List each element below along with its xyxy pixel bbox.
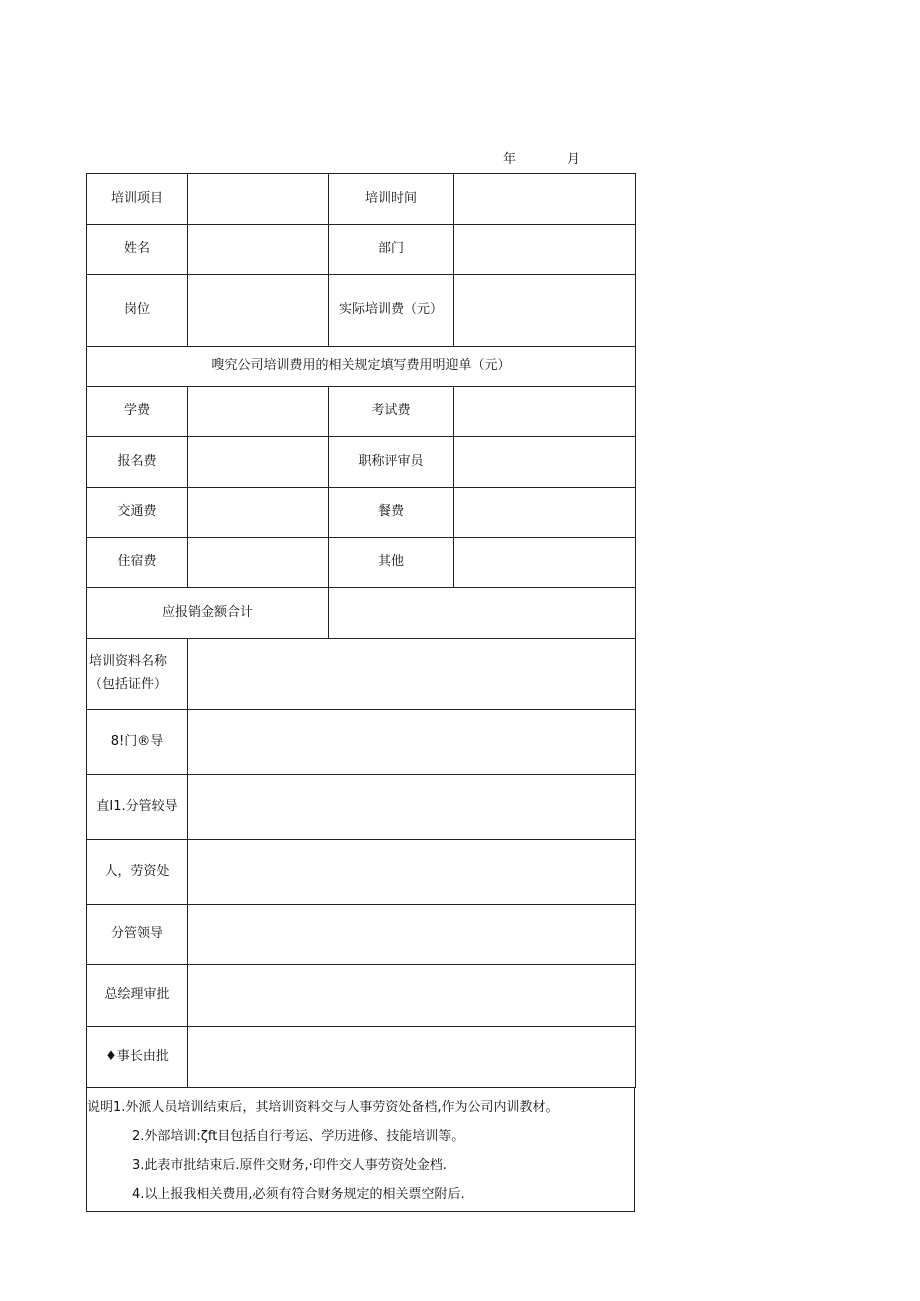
- row-approval-hr: [87, 840, 636, 905]
- row-name: [87, 225, 636, 275]
- note-line: 4.以上报我相关费用,必须有符合财务规定的相关票空附后.: [132, 1187, 465, 1202]
- note-line: 说明1.外派人员培训结束后，其培训资料交与人事劳资处备档,作为公司内训教材。: [87, 1100, 559, 1115]
- approval-signature-cell[interactable]: [188, 905, 636, 965]
- row-total: [87, 588, 636, 639]
- title-review-label: 职称评审员: [329, 437, 454, 488]
- tuition-value-cell[interactable]: [188, 387, 329, 437]
- meal-fee-value-cell[interactable]: [454, 488, 636, 538]
- other-fee-label: 其他: [329, 538, 454, 588]
- actual-fee-value-cell[interactable]: [454, 275, 636, 347]
- row-lodging: [87, 538, 636, 588]
- materials-label: 培训资料名称（包括证件）: [87, 639, 188, 710]
- approval-label: 8!门®导: [87, 710, 188, 775]
- approval-label: 分管领导: [87, 905, 188, 965]
- row-transport: [87, 488, 636, 538]
- total-label: 应报销金额合计: [87, 588, 329, 639]
- department-label: 部门: [329, 225, 454, 275]
- transport-fee-label: 交通费: [87, 488, 188, 538]
- approval-signature-cell[interactable]: [188, 775, 636, 840]
- meal-fee-label: 餐费: [329, 488, 454, 538]
- note-line: 3.此表市批结束后.原件交财务,·印件交人事劳资处金档.: [132, 1158, 447, 1173]
- total-value-cell[interactable]: [329, 588, 636, 639]
- position-value-cell[interactable]: [188, 275, 329, 347]
- month-label: 月: [567, 152, 581, 167]
- materials-value-cell[interactable]: [188, 639, 636, 710]
- other-fee-value-cell[interactable]: [454, 538, 636, 588]
- notes-section: [86, 1088, 635, 1212]
- registration-fee-value-cell[interactable]: [188, 437, 329, 488]
- row-detail-heading: [87, 347, 636, 387]
- detail-heading: 嗖究公司培训费用的相关规定填写费用明迎单（元）: [87, 347, 636, 387]
- approval-signature-cell[interactable]: [188, 965, 636, 1027]
- approval-label: 总绘理审批: [87, 965, 188, 1027]
- lodging-fee-label: 住宿费: [87, 538, 188, 588]
- row-approval-leader: [87, 905, 636, 965]
- row-approval-dept: [87, 710, 636, 775]
- exam-fee-label: 考试费: [329, 387, 454, 437]
- tuition-label: 学费: [87, 387, 188, 437]
- project-label: 培训项目: [87, 174, 188, 225]
- note-line: 2.外部培训:ζft目包括自行考运、学历进修、技能培训等。: [132, 1129, 465, 1144]
- row-materials: [87, 639, 636, 710]
- training-time-label: 培训时间: [329, 174, 454, 225]
- approval-label: 人，劳资处: [87, 840, 188, 905]
- transport-fee-value-cell[interactable]: [188, 488, 329, 538]
- lodging-fee-value-cell[interactable]: [188, 538, 329, 588]
- position-label: 岗位: [87, 275, 188, 347]
- row-approval-chairman: [87, 1027, 636, 1088]
- training-expense-form: [86, 173, 636, 1088]
- approval-signature-cell[interactable]: [188, 1027, 636, 1088]
- row-approval-gm: [87, 965, 636, 1027]
- name-label: 姓名: [87, 225, 188, 275]
- year-label: 年: [503, 152, 517, 167]
- approval-signature-cell[interactable]: [188, 710, 636, 775]
- project-value-cell[interactable]: [188, 174, 329, 225]
- row-registration: [87, 437, 636, 488]
- approval-label: ♦事长由批: [87, 1027, 188, 1088]
- registration-fee-label: 报名费: [87, 437, 188, 488]
- approval-label: 直I1.分管较导: [87, 775, 188, 840]
- row-tuition: [87, 387, 636, 437]
- department-value-cell[interactable]: [454, 225, 636, 275]
- approval-signature-cell[interactable]: [188, 840, 636, 905]
- exam-fee-value-cell[interactable]: [454, 387, 636, 437]
- row-approval-direct: [87, 775, 636, 840]
- row-position: [87, 275, 636, 347]
- row-project: [87, 174, 636, 225]
- actual-fee-label: 实际培训费（元）: [329, 275, 454, 347]
- training-time-value-cell[interactable]: [454, 174, 636, 225]
- name-value-cell[interactable]: [188, 225, 329, 275]
- title-review-value-cell[interactable]: [454, 437, 636, 488]
